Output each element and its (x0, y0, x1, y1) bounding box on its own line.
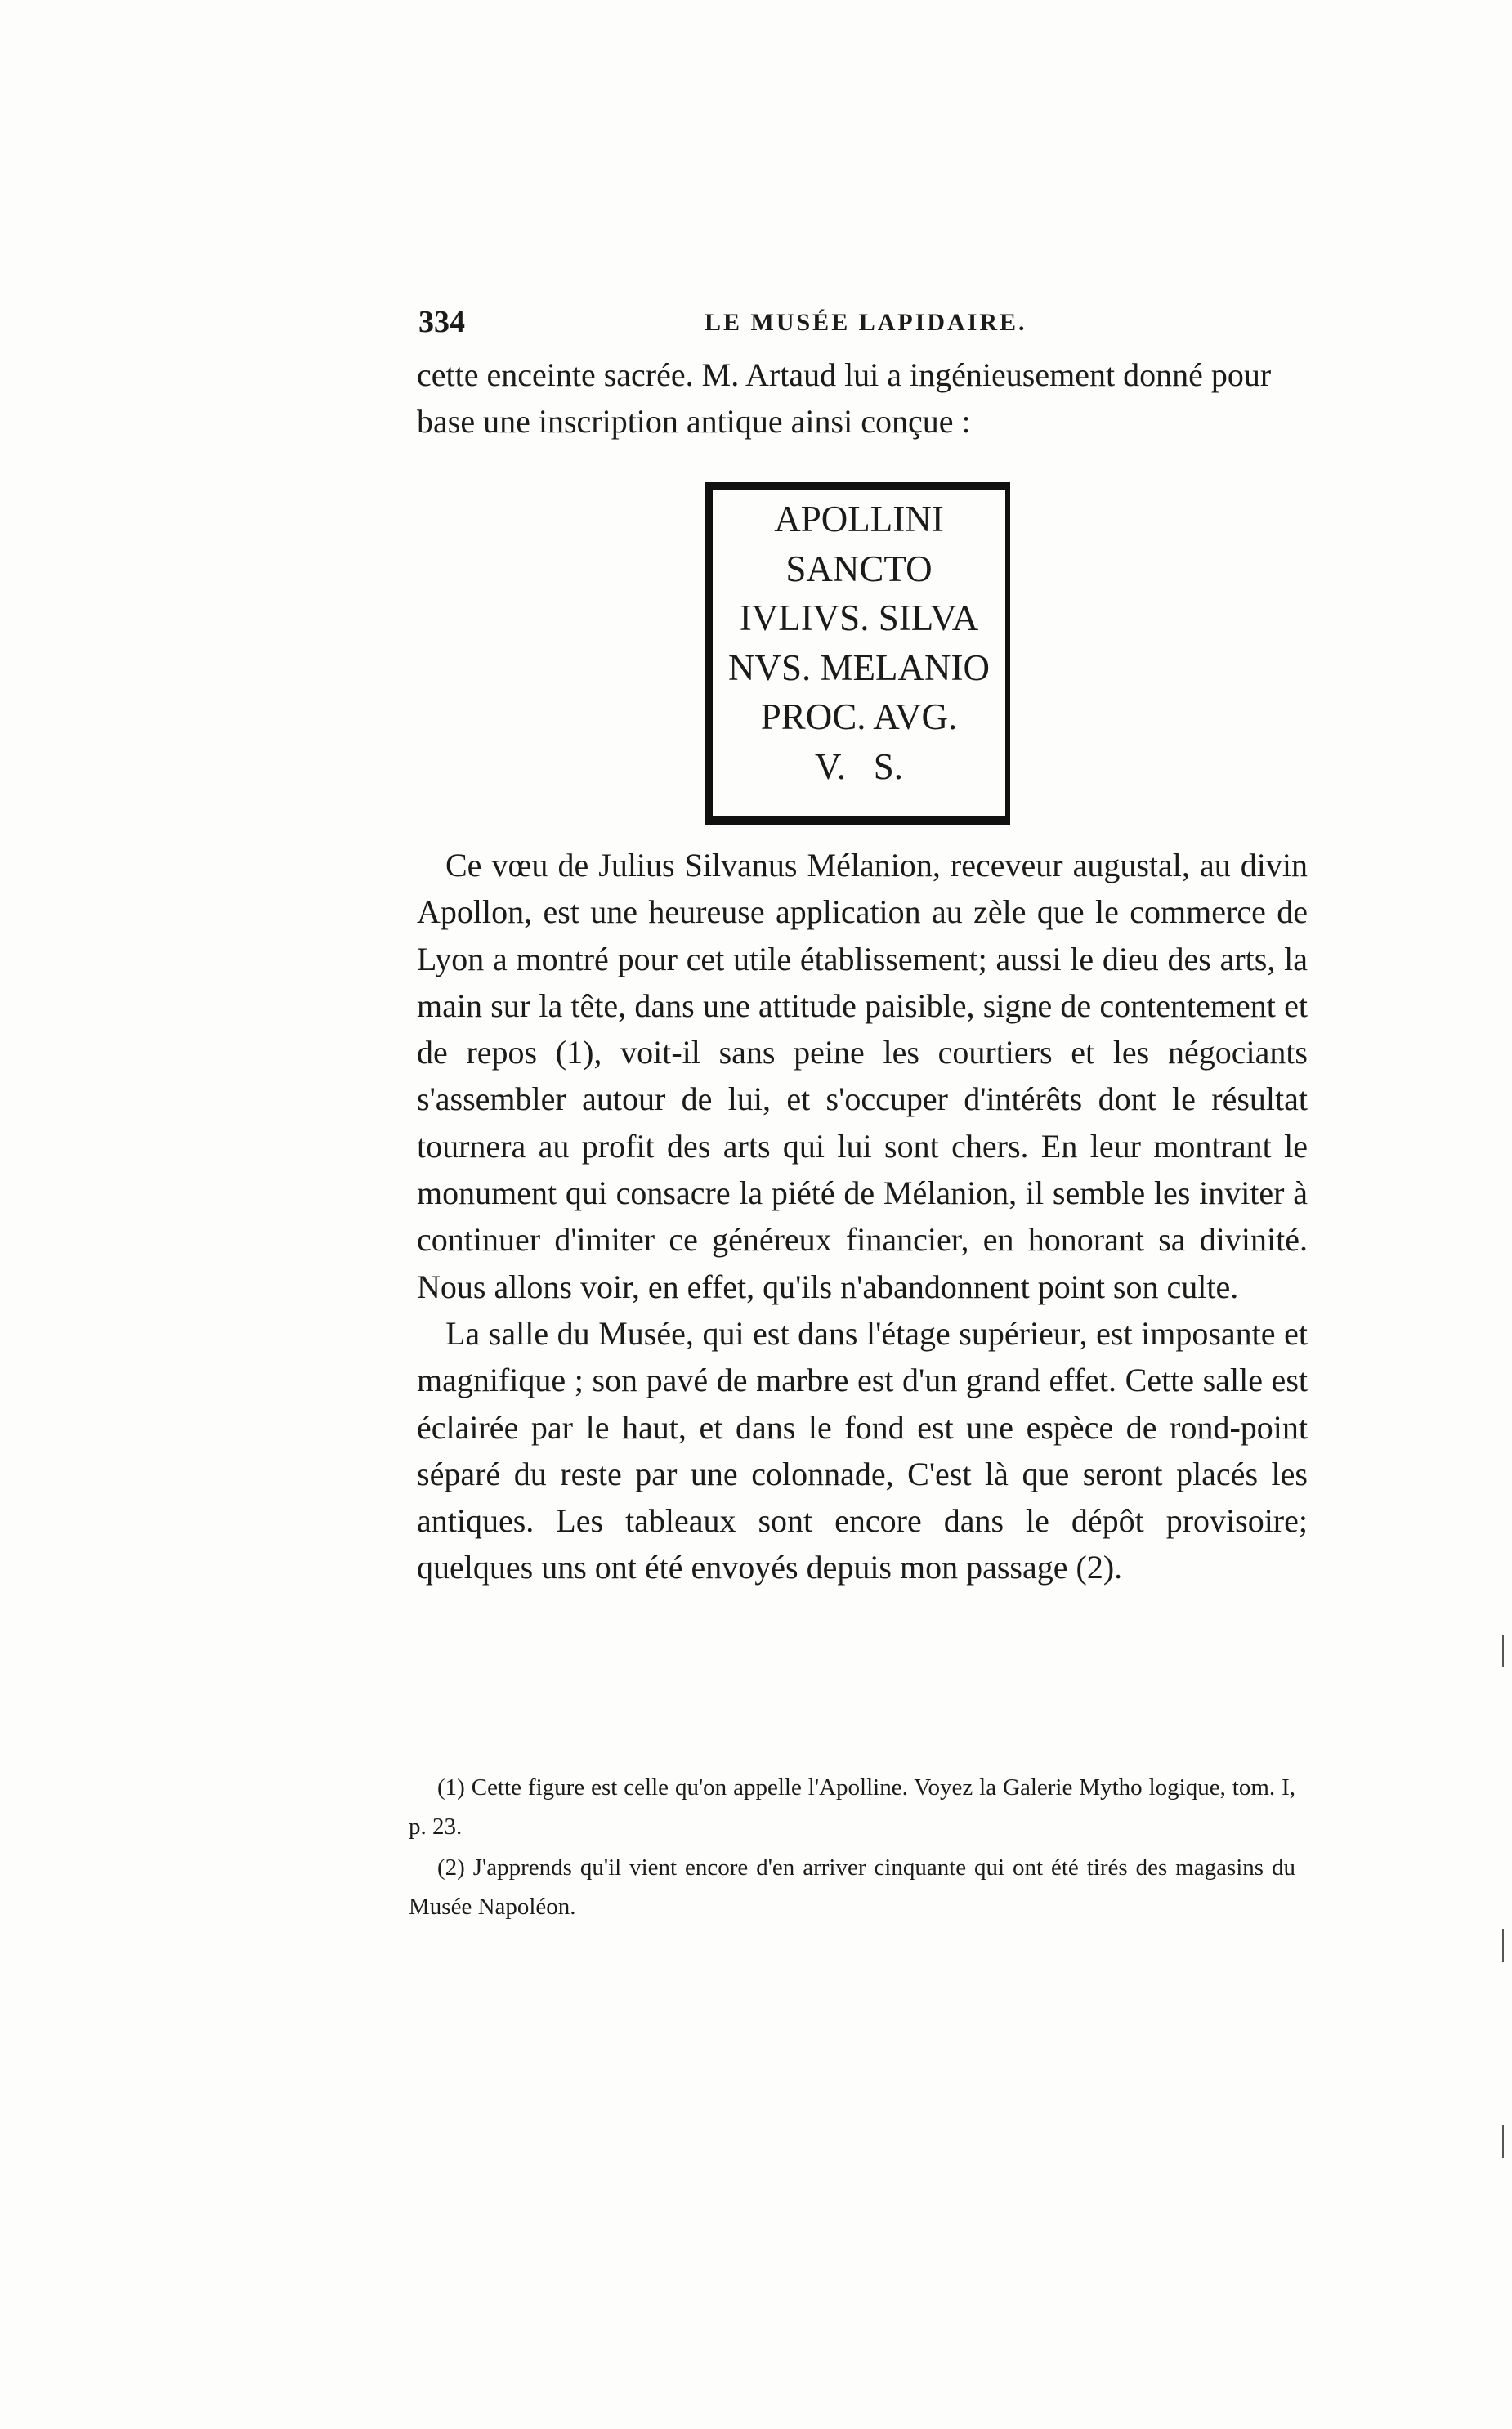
body-paragraph: Ce vœu de Julius Silvanus Mélanion, receveur augustal, au divin Apollon, est une heureuse application au zèle que le commerce de Lyon a montré pour cet utile établissement; aussi le dieu des arts, la main sur la tête, dans une attitude paisible, signe de contentement et de repos (1), voit-il sans peine les courtiers et les négociants s'assembler autour de lui, et s'occuper d'intérêts dont le résultat tournera au profit des arts qui lui sont chers. En leur montrant le monument qui consacre la piété de Mélanion, il semble les inviter à continuer d'imiter ce généreux financier, en honorant sa divinité. Nous allons voir, en effet, qu'ils n'abandonnent point son culte. (417, 847, 1308, 1305)
inscription-line: APOLLINI (774, 499, 944, 539)
scan-edge-mark (1502, 1929, 1504, 1962)
inscription-line: SANCTO (785, 548, 933, 589)
page-header (418, 304, 1308, 345)
running-head: LE MUSÉE LAPIDAIRE. (705, 309, 1027, 336)
inscription-box (705, 482, 1010, 825)
intro-paragraph: cette enceinte sacrée. M. Artaud lui a ingénieusement donné pour base une inscription antique ainsi conçue : (417, 356, 1272, 441)
inscription-line: PROC. AVG. (760, 696, 958, 737)
footnote: (2) J'apprends qu'il vient encore d'en arriver cinquante qui ont été tirés des magasins du Musée Napoléon. (409, 1854, 1295, 1920)
scan-edge-mark (1502, 1635, 1504, 1667)
body-paragraph: La salle du Musée, qui est dans l'étage supérieur, est imposante et magnifique ; son pavé de marbre est d'un grand effet. Cette salle est éclairée par le haut, et dans le fond est une espèce de rond-point séparé du reste par une colonnade, C'est là que seront placés les antiques. Les tableaux sont encore dans le dépôt provisoire; quelques uns ont été envoyés depuis mon passage (2). (417, 1314, 1308, 1586)
intro-text-block (417, 351, 1308, 445)
inscription-line: NVS. MELANIO (728, 646, 990, 688)
page-number: 334 (418, 305, 465, 339)
inscription-line: IVLIVS. SILVA (739, 597, 979, 638)
footnotes (409, 1768, 1295, 1928)
footnote: (1) Cette figure est celle qu'on appelle l'Apolline. Voyez la Galerie Mytho logique, tom. I, p. 23. (409, 1774, 1295, 1840)
body-text-block (417, 842, 1308, 1591)
scan-edge-mark (1502, 2125, 1504, 2158)
inscription-line: V. S. (815, 745, 903, 787)
